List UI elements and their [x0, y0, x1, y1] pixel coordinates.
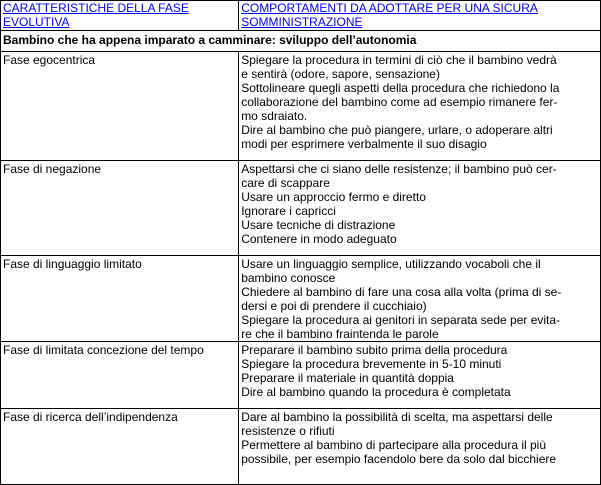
header-behavior-cell [239, 1, 601, 31]
behavior-cell [239, 161, 601, 256]
phase-label: Fase di linguaggio limitato [3, 257, 142, 271]
behavior-line: Usare un linguaggio semplice, utilizzando vocaboli che il [241, 257, 541, 271]
behavior-line: Spiegare la procedura in termini di ciò che il bambino vedrà [241, 53, 557, 67]
behavior-line: Chiedere al bambino di fare una cosa alla volta (prima di se- [241, 285, 562, 299]
behavior-cell [239, 409, 601, 485]
phase-cell [1, 256, 239, 342]
table-row [1, 342, 601, 409]
behavior-line: re che il bambino fraintenda le parole [241, 327, 439, 341]
behavior-line: Preparare il materiale in quantità doppia [241, 371, 454, 385]
behavior-cell [239, 256, 601, 342]
behavior-line: Dare al bambino la possibilità di scelta, ma aspettarsi delle [241, 410, 553, 424]
header-behavior-line: COMPORTAMENTI DA ADOTTARE PER UNA SICURA [241, 1, 538, 15]
table-row [1, 161, 601, 256]
behavior-cell [239, 52, 601, 161]
header-phase-cell [1, 1, 239, 31]
behavior-line: Contenere in modo adeguato [241, 232, 397, 246]
behavior-line: mo sdraiato. [241, 109, 308, 123]
table-row [1, 52, 601, 161]
behavior-line: Aspettarsi che ci siano delle resistenze; il bambino può cer- [241, 162, 557, 176]
phase-cell [1, 409, 239, 485]
header-behavior-line: SOMMINISTRAZIONE [241, 15, 363, 29]
behavior-line: Spiegare la procedura ai genitori in separata sede per evita- [241, 313, 561, 327]
behavior-line: Ignorare i capricci [241, 204, 336, 218]
behavior-line: modi per esprimere verbalmente il suo disagio [241, 137, 487, 151]
behavior-line: possibile, per esempio facendolo bere da solo dal bicchiere [241, 452, 557, 466]
header-phase-line: EVOLUTIVA [3, 15, 70, 29]
header-phase-line: CARATTERISTICHE DELLA FASE [3, 1, 189, 15]
behavior-line: Sottolineare quegli aspetti della procedura che richiedono la [241, 81, 560, 95]
phase-label: Fase di limitata concezione del tempo [3, 343, 204, 357]
phase-cell [1, 342, 239, 409]
behavior-line: care di scappare [241, 176, 330, 190]
behavior-line: bambino conosce [241, 271, 336, 285]
table-body [1, 52, 601, 485]
table-header-row [1, 1, 601, 31]
behavior-line: Usare tecniche di distrazione [241, 218, 396, 232]
section-row [1, 31, 601, 52]
behavior-line: Dire al bambino quando la procedura è completata [241, 385, 511, 399]
behavior-line: Preparare il bambino subito prima della procedura [241, 343, 508, 357]
behavior-line: Usare un approccio fermo e diretto [241, 190, 426, 204]
phase-label: Fase di ricerca dell’indipendenza [3, 410, 178, 424]
section-title: Bambino che ha appena imparato a camminare: sviluppo dell’autonomia [1, 31, 601, 52]
phase-cell [1, 161, 239, 256]
behavior-line: collaborazione del bambino come ad esempio rimanere fer- [241, 95, 558, 109]
behavior-line: Spiegare la procedura brevemente in 5-10 minuti [241, 357, 502, 371]
table-row [1, 256, 601, 342]
behavior-line: Permettere al bambino di partecipare alla procedura il più [241, 438, 547, 452]
table-row [1, 409, 601, 485]
behavior-line: resistenze o rifiuti [241, 424, 335, 438]
behavior-line: Dire al bambino che può piangere, urlare, o adoperare altri [241, 123, 553, 137]
phase-label: Fase egocentrica [3, 53, 96, 67]
behavior-line: dersi e poi di prendere il cucchiaio) [241, 299, 427, 313]
phase-cell [1, 52, 239, 161]
behavior-line: e sentirà (odore, sapore, sensazione) [241, 67, 440, 81]
phase-label: Fase di negazione [3, 162, 102, 176]
behavior-cell [239, 342, 601, 409]
